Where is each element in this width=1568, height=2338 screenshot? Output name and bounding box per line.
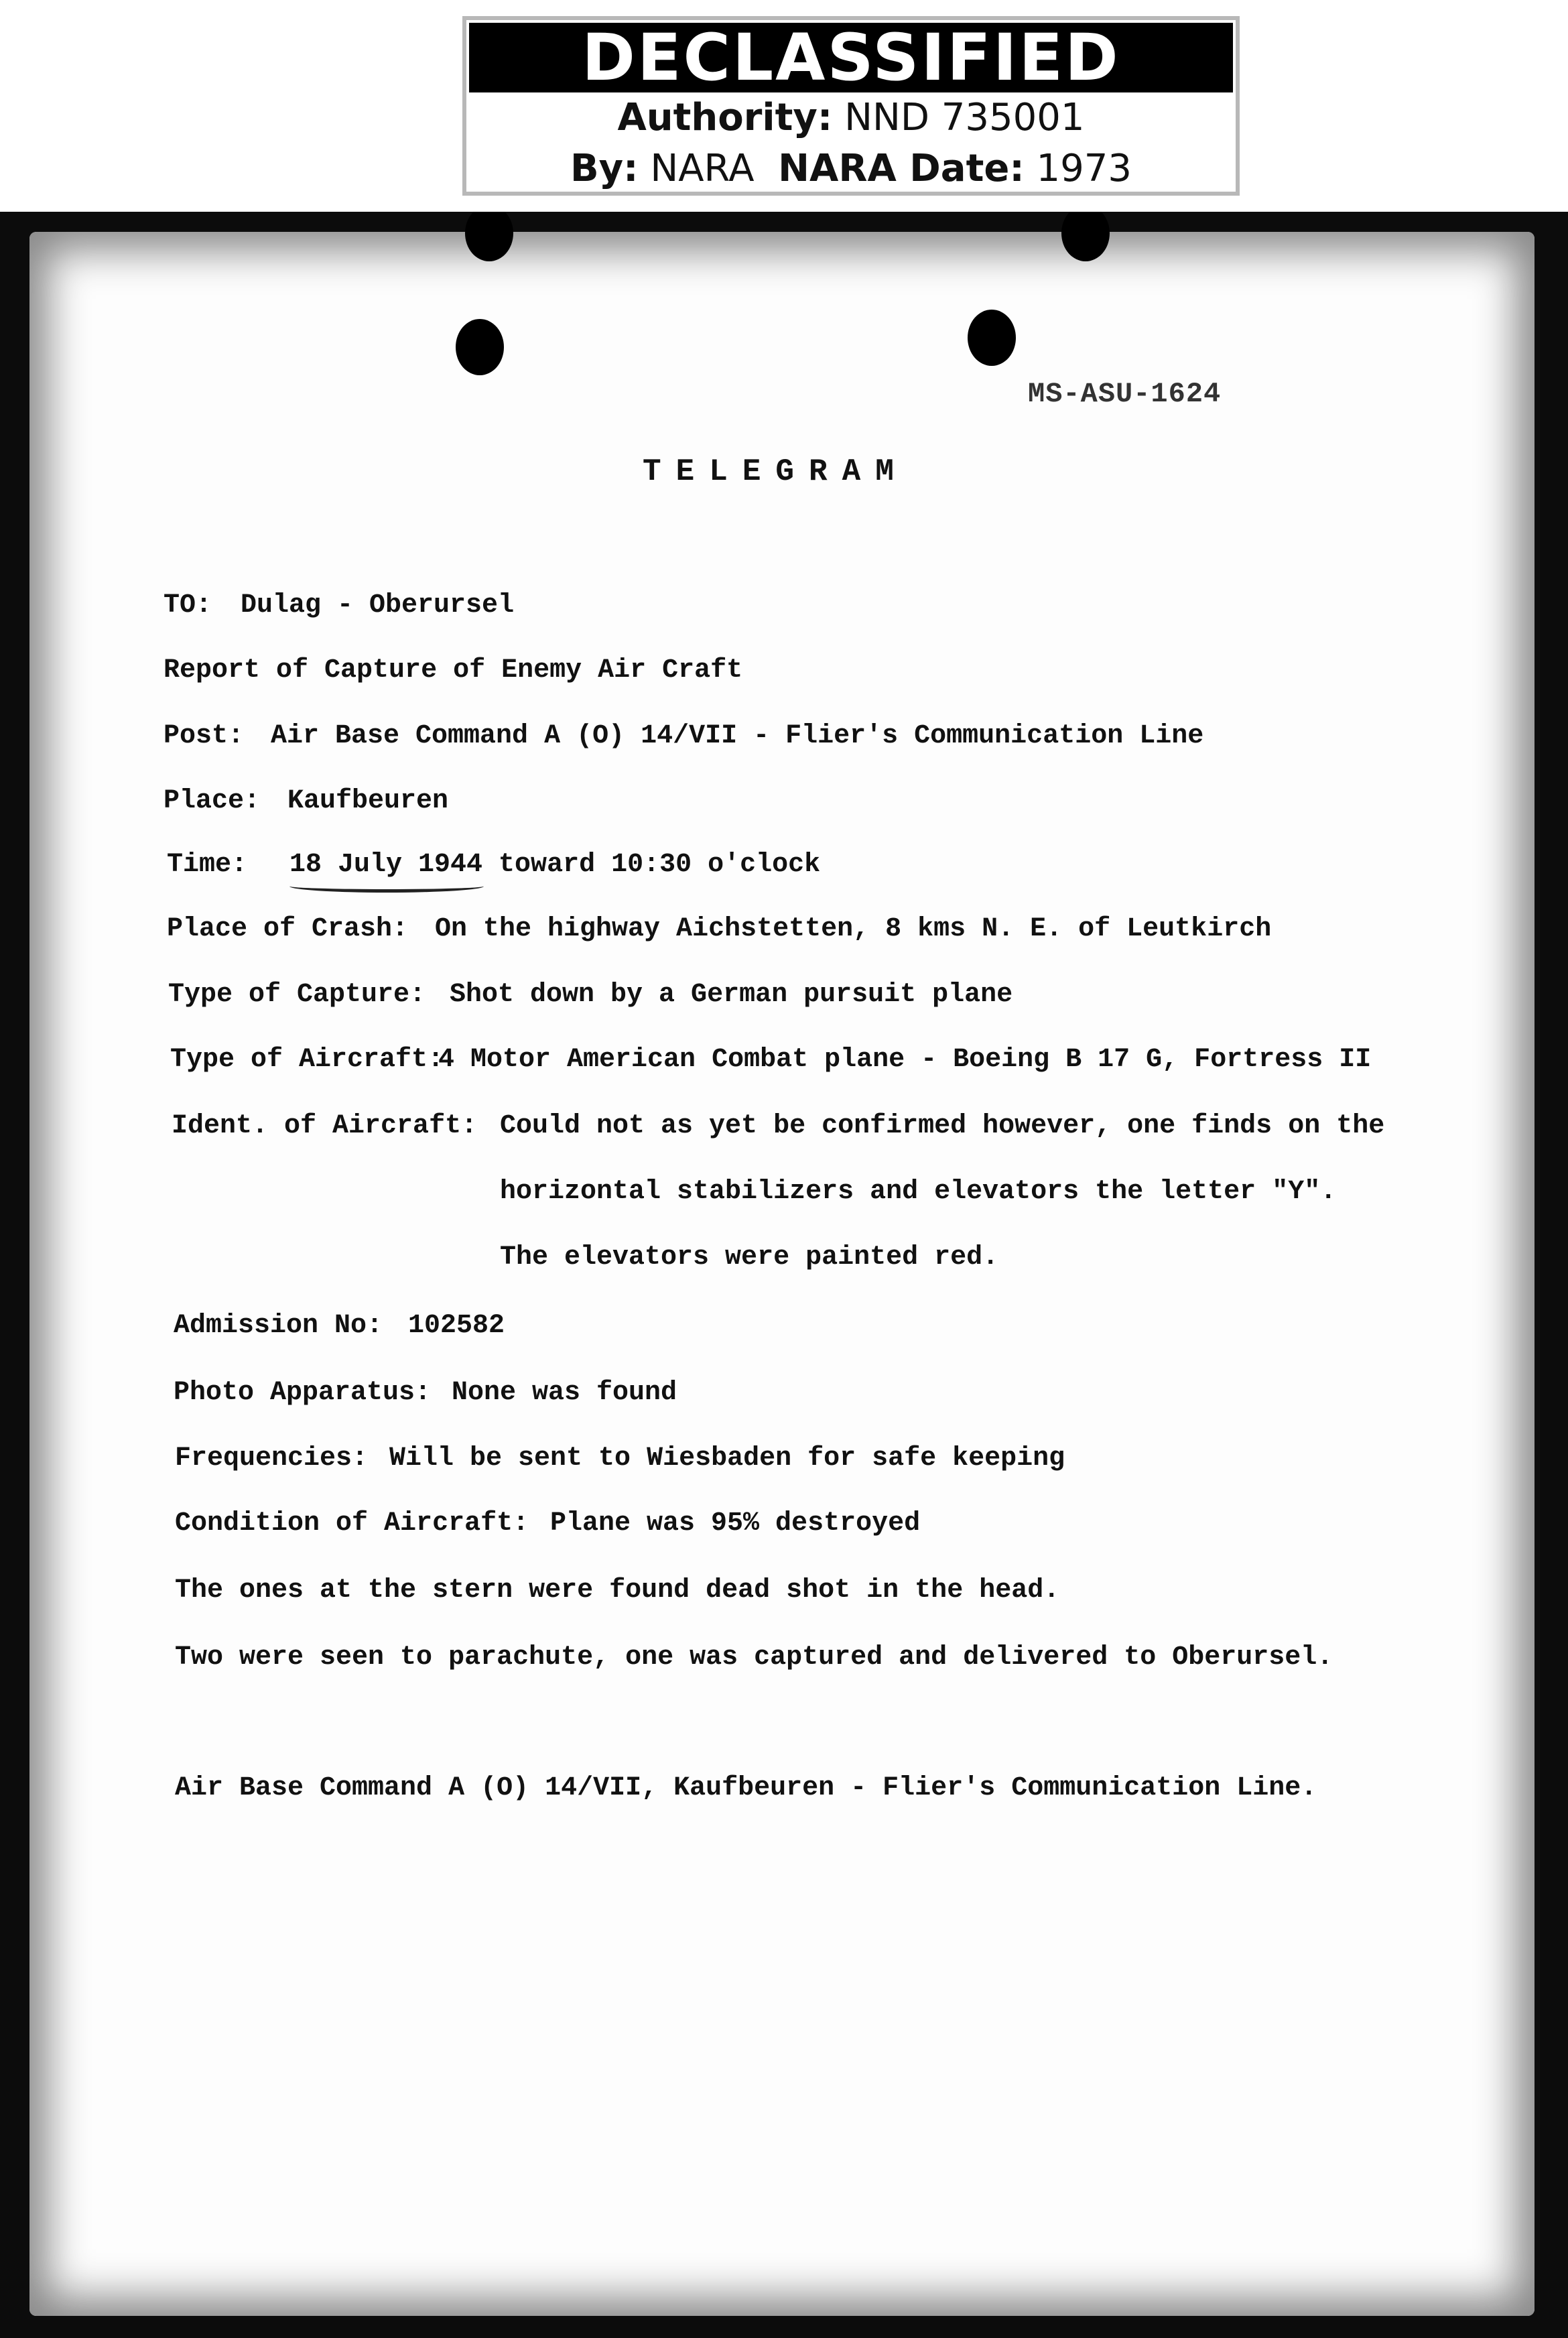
condition-label: Condition of Aircraft: (175, 1508, 529, 1539)
remark-line-1: The ones at the stern were found dead shot in the head. (175, 1575, 1060, 1606)
crash-value: On the highway Aichstetten, 8 kms N. E. of Leutkirch (435, 914, 1272, 944)
place-line (164, 786, 449, 816)
aircraft-type-line (170, 1045, 1372, 1075)
to-value: Dulag - Oberursel (241, 590, 515, 621)
telegram-paper (29, 232, 1534, 2316)
capture-value: Shot down by a German pursuit plane (450, 980, 1013, 1010)
punch-hole-top-left (465, 212, 513, 261)
stamp-by-date (466, 143, 1236, 194)
post-label: Post: (164, 721, 245, 751)
ident-value-line2: horizontal stabilizers and elevators the letter "Y". (500, 1177, 1337, 1207)
stamp-date-value: 1973 (1036, 147, 1132, 190)
document-reference: MS-ASU-1624 (1028, 378, 1222, 410)
stamp-authority-label: Authority: (617, 96, 833, 139)
photo-value: None was found (452, 1378, 677, 1408)
time-label: Time: (167, 850, 248, 880)
document-title: TELEGRAM (643, 454, 909, 489)
place-value: Kaufbeuren (287, 786, 449, 816)
post-value: Air Base Command A (O) 14/VII - Flier's Communication Line (271, 721, 1204, 751)
punch-hole-top-right (1061, 212, 1110, 261)
admission-label: Admission No: (174, 1311, 383, 1341)
punch-hole-left (456, 319, 504, 375)
remark-line-2: Two were seen to parachute, one was captured and delivered to Oberursel. (175, 1642, 1333, 1673)
photo-label: Photo Apparatus: (174, 1378, 432, 1408)
frequencies-label: Frequencies: (175, 1443, 369, 1474)
crash-line (167, 914, 1272, 944)
admission-value: 102582 (408, 1311, 505, 1341)
to-label: TO: (164, 590, 212, 621)
scanned-page (0, 212, 1568, 2338)
frequencies-line (175, 1443, 1065, 1474)
condition-value: Plane was 95% destroyed (550, 1508, 921, 1539)
ident-line (172, 1111, 1385, 1141)
admission-line (174, 1311, 505, 1341)
aircraft-type-value: 4 Motor American Combat plane - Boeing B 17 G, Fortress II (438, 1045, 1372, 1075)
condition-line (175, 1508, 921, 1539)
signature-line: Air Base Command A (O) 14/VII, Kaufbeuren - Flier's Communication Line. (175, 1773, 1317, 1803)
ident-value-line1: Could not as yet be confirmed however, one finds on the (500, 1111, 1385, 1141)
post-line (164, 721, 1204, 751)
punch-hole-right (968, 310, 1016, 366)
ident-value-line3: The elevators were painted red. (500, 1242, 999, 1273)
date-underline (289, 880, 484, 893)
to-line (164, 590, 515, 621)
stamp-heading: DECLASSIFIED (469, 23, 1233, 92)
subject-line: Report of Capture of Enemy Air Craft (164, 655, 743, 686)
declassified-stamp (462, 16, 1240, 196)
photo-line (174, 1378, 677, 1408)
stamp-authority (466, 92, 1236, 143)
stamp-date-label: NARA Date: (778, 147, 1025, 190)
time-line (167, 850, 821, 880)
stamp-by-value: NARA (650, 147, 755, 190)
capture-label: Type of Capture: (168, 980, 426, 1010)
place-label: Place: (164, 786, 261, 816)
aircraft-type-label: Type of Aircraft: (170, 1045, 444, 1075)
time-value: 18 July 1944 toward 10:30 o'clock (289, 850, 821, 880)
frequencies-value: Will be sent to Wiesbaden for safe keeping (389, 1443, 1065, 1474)
crash-label: Place of Crash: (167, 914, 409, 944)
ident-label: Ident. of Aircraft: (172, 1111, 478, 1141)
stamp-by-label: By: (570, 147, 639, 190)
capture-line (168, 980, 1013, 1010)
stamp-authority-value: NND 735001 (844, 96, 1085, 139)
